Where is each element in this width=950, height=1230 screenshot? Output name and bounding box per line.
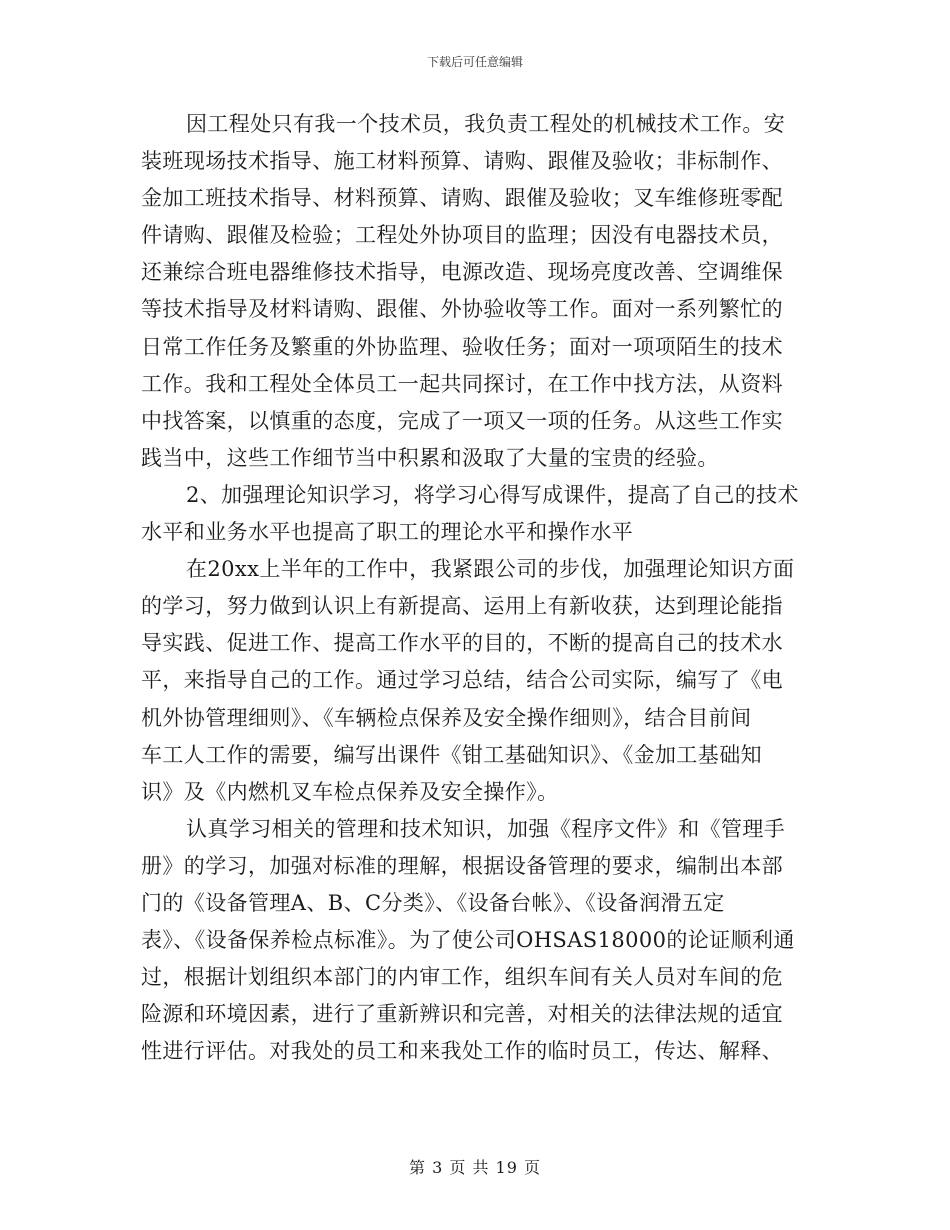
text-line: 金加工班技术指导、材料预算、请购、跟催及验收；叉车维修班零配 [141,186,783,211]
text-line: 册》的学习，加强对标准的理解，根据设备管理的要求，编制出本部 [141,853,783,878]
text-line: 2、加强理论知识学习，将学习心得写成课件，提高了自己的技术 [186,482,799,507]
text-line: 装班现场技术指导、施工材料预算、请购、跟催及验收；非标制作、 [141,149,783,174]
text-line: 的学习，努力做到认识上有新提高、运用上有新收获，达到理论能指 [141,594,783,619]
text-line: 识》及《内燃机叉车检点保养及安全操作》。 [141,779,559,804]
page-header-note: 下载后可任意编辑 [426,55,523,69]
text-line: 平，来指导自己的工作。通过学习总结，结合公司实际，编写了《电 [141,668,783,693]
text-line: 险源和环境因素，进行了重新辨识和完善，对相关的法律法规的适宜 [141,1002,783,1027]
text-line: 门的《设备管理A、B、C分类》、《设备台帐》、《设备润滑五定 [141,890,725,915]
text-line: 因工程处只有我一个技术员，我负责工程处的机械技术工作。安 [186,112,786,136]
text-line: 还兼综合班电器维修技术指导，电源改造、现场亮度改善、空调维保 [141,260,783,285]
text-line: 表》、《设备保养检点标准》。为了使公司OHSAS18000的论证顺利通 [141,928,795,953]
text-line: 机外协管理细则》、《车辆检点保养及安全操作细则》，结合目前间 [141,705,752,730]
text-line: 水平和业务水平也提高了职工的理论水平和操作水平 [141,520,634,545]
text-line: 件请购、跟催及检验；工程处外协项目的监理；因没有电器技术员， [141,223,783,248]
text-line: 在20xx上半年的工作中，我紧跟公司的步伐，加强理论知识方面 [186,557,795,582]
text-line: 践当中，这些工作细节当中积累和汲取了大量的宝贵的经验。 [141,445,719,470]
text-line: 导实践、促进工作、提高工作水平的目的，不断的提高自己的技术水 [141,631,783,656]
text-line: 认真学习相关的管理和技术知识，加强《程序文件》和《管理手 [186,816,786,841]
text-line: 中找答案，以慎重的态度，完成了一项又一项的任务。从这些工作实 [141,408,783,433]
document-body [141,106,811,1070]
text-line: 性进行评估。对我处的员工和来我处工作的临时员工，传达、解释、 [141,1039,783,1064]
text-line: 工作。我和工程处全体员工一起共同探讨，在工作中找方法，从资料 [141,371,783,396]
text-line: 日常工作任务及繁重的外协监理、验收任务；面对一项项陌生的技术 [141,334,783,359]
text-line: 等技术指导及材料请购、跟催、外协验收等工作。面对一系列繁忙的 [141,297,783,322]
text-line: 过，根据计划组织本部门的内审工作，组织车间有关人员对车间的危 [141,965,783,990]
page-number: 第 3 页 共 19 页 [409,1158,541,1177]
text-line: 车工人工作的需要，编写出课件《钳工基础知识》、《金加工基础知 [141,742,762,767]
